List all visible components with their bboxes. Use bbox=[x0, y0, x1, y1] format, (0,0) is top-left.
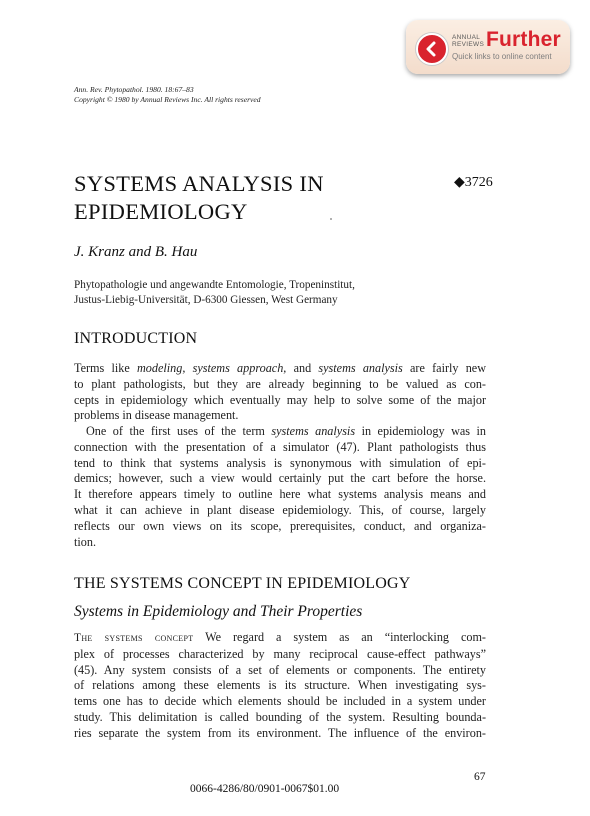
badge-annual: ANNUAL bbox=[452, 34, 481, 41]
paragraph-intro-1 bbox=[74, 361, 486, 424]
publication-code: 0066-4286/80/0901-0067$01.00 bbox=[190, 783, 340, 795]
affiliation-line-2: Justus-Liebig-Universität, D-6300 Giessen, West Germany bbox=[74, 294, 338, 306]
paragraph-intro-2 bbox=[74, 424, 486, 550]
text-line: demics; however, such a view would certainly put the cart before the horse. bbox=[74, 471, 486, 486]
title-line-2: EPIDEMIOLOGY bbox=[74, 199, 248, 224]
run-in-heading: The systems concept bbox=[74, 632, 194, 644]
text-line: The systems concept We regard a system as an “interlocking com- bbox=[74, 630, 486, 644]
text-line: connection with the presentation of a simulator (47). Plant pathologists thus bbox=[74, 439, 486, 454]
section-heading-systems-concept: THE SYSTEMS CONCEPT IN EPIDEMIOLOGY bbox=[74, 575, 411, 592]
text-line: plex of processes characterized by many reciprocal cause-effect pathways” bbox=[74, 646, 486, 661]
text-line: of relations among these elements is its structure. When investigating sys- bbox=[74, 678, 486, 693]
reference-number: ◆3726 bbox=[454, 175, 493, 190]
section-heading-introduction: INTRODUCTION bbox=[74, 330, 198, 347]
text-line: to plant pathologists, but they are already beginning to be valued as con- bbox=[74, 376, 486, 391]
page-number: 67 bbox=[474, 771, 486, 783]
text-line: (45). Any system consists of a set of elements or components. The entirety bbox=[74, 662, 486, 677]
text-line: study. This delimitation is called bounding of the system. Resulting bounda- bbox=[74, 709, 486, 724]
paragraph-systems-concept bbox=[74, 630, 486, 742]
scan-speck bbox=[330, 218, 332, 220]
text-line: reflects our own views on its scope, prerequisites, conduct, and organiza- bbox=[74, 518, 486, 533]
play-icon bbox=[416, 33, 448, 65]
journal-citation: Ann. Rev. Phytopathol. 1980. 18:67–83 bbox=[74, 85, 194, 94]
further-badge[interactable] bbox=[406, 20, 570, 74]
text-line: tend to think that systems analysis is synonymous with simulation of epi- bbox=[74, 455, 486, 470]
title-line-1: SYSTEMS ANALYSIS IN bbox=[74, 171, 324, 196]
text-line: ries separate the system from its environment. The influence of the environ- bbox=[74, 725, 486, 740]
text-line: tion. bbox=[74, 534, 97, 549]
text-line: problems in disease management. bbox=[74, 408, 239, 423]
article-title bbox=[74, 170, 324, 226]
affiliation-line-1: Phytopathologie und angewandte Entomologie, Tropeninstitut, bbox=[74, 279, 355, 291]
subsection-heading: Systems in Epidemiology and Their Properties bbox=[74, 603, 363, 620]
text-line: Terms like modeling, systems approach, and systems analysis are fairly new bbox=[74, 361, 487, 375]
text-line: what it can achieve in plant disease epidemiology. This, of course, largely bbox=[74, 502, 486, 517]
authors: J. Kranz and B. Hau bbox=[74, 244, 198, 260]
text-line: tems one has to decide which elements should be included in a system under bbox=[74, 694, 486, 709]
badge-further-label: Further bbox=[486, 28, 561, 51]
badge-quick-links: Quick links to online content bbox=[452, 52, 552, 61]
badge-reviews: REVIEWS bbox=[452, 41, 485, 48]
text-line: It therefore appears timely to outline here what systems analysis means and bbox=[74, 487, 486, 502]
text-line: cepts in epidemiology which eventually may help to solve some of the major bbox=[74, 392, 486, 407]
copyright-notice: Copyright © 1980 by Annual Reviews Inc. All rights reserved bbox=[74, 95, 261, 104]
text-line: One of the first uses of the term systems analysis in epidemiology was in bbox=[86, 424, 487, 438]
